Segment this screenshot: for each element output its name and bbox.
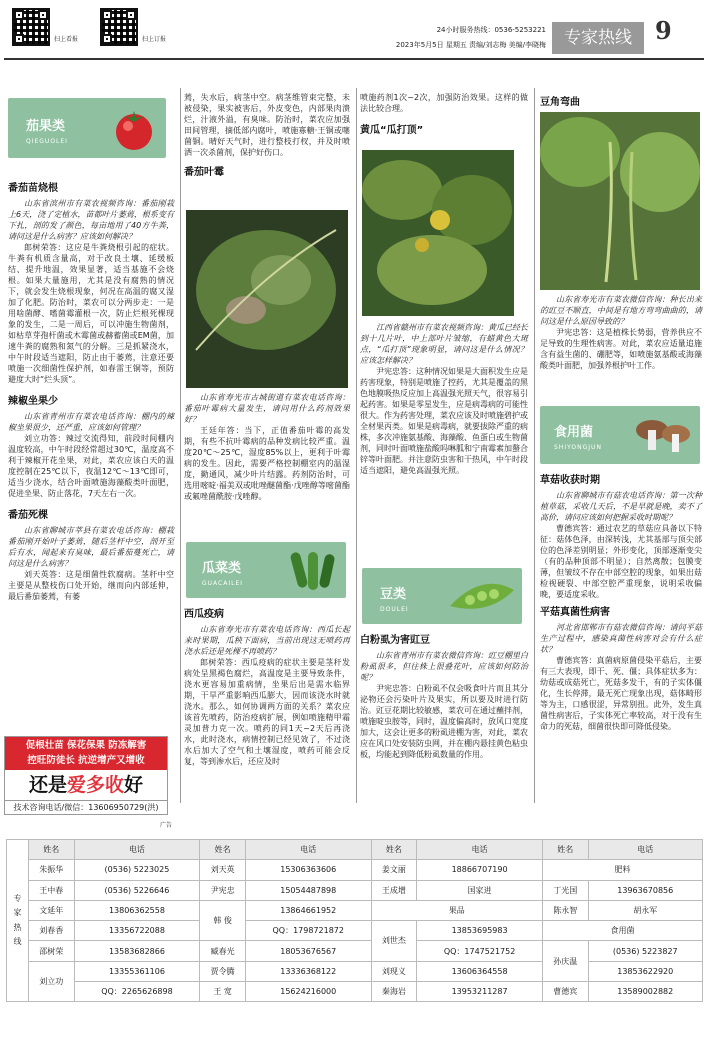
category-pinyin: QIEGUOLEI [26,138,68,145]
table-cell: 刘世杰 [371,921,417,962]
table-cell: 国家进 [417,880,543,900]
cucumber-photo [362,150,514,316]
table-cell: (0536) 5223827 [588,941,703,961]
side-char: 专 [13,893,22,903]
table-header: 姓名 [200,840,246,860]
section-title: 专家热线 [552,22,644,54]
table-cell: 13963670856 [588,880,703,900]
expert-hotline-table [6,839,703,1002]
table-header: 电话 [74,840,200,860]
article-title: 番茄死棵 [8,510,48,522]
table-cell: 15306363606 [245,860,371,880]
article-answer: 刘天英答：这是细菌性软腐病。茎秆中空主要是从整枝伤口处开始，继而向内部延伸，最后番茄萎蔫，有萎 [8,570,174,602]
article-answer: 尹宪忠答：白粉虱不仅会吸食叶片而且其分泌物还会污染叶片及果实，所以要及时进行防治。豇豆花期比较敏感，菜农可在通过蘸拌剂，喷施啶虫胺等，同时，温度偏高时，放风口宽度加大，这会让更多的粉虱进棚为害，对此，菜农应在风口处安装防虫网，并在棚内悬挂黄色粘虫板，均能起到降低粉虱数量的作用。 [360,683,528,760]
ad-line: 控旺防徒长 抗逆增产又增收 [5,755,167,770]
table-header-row [7,840,703,860]
article-title: 番茄叶霉 [184,167,224,179]
ad-slogan-c: 好 [124,773,144,796]
pea-pod-icon [448,576,516,616]
advertisement [4,736,168,815]
table-cell: 18866707190 [417,860,543,880]
header-rule [4,58,704,60]
category-title: 茄果类 [26,119,66,134]
table-cell: 臧春光 [200,941,246,961]
table-header: 电话 [588,840,703,860]
category-box-guacai [186,542,346,598]
table-cell: QQ：2265626898 [74,982,200,1002]
category-box-doulei [362,568,522,624]
article-question: 山东省滨州市有菜农视频咨询：番茄刚栽上6天，浇了定植水，苗都叶片萎蔫，根系变有下扎，剖的发了颜色，每亩地用了40方牛粪，请问这是什么病害？应该如何解决？ [8,198,174,241]
column-divider [180,88,181,803]
column-divider [534,88,535,803]
article-title: 黄瓜“瓜打顶” [360,125,424,137]
table-row [7,860,703,880]
table-category-cell: 食用菌 [542,921,702,941]
table-cell: 15624216000 [245,982,371,1002]
article-fanqie-yemei [184,392,350,502]
bean-photo [540,112,700,290]
article-title: 西瓜疫病 [184,609,224,620]
hotline: 24小时服务热线：0536-5253221 [436,26,546,34]
ad-slogan [5,770,167,800]
table-header: 姓名 [371,840,417,860]
table-cell: 贾令腾 [200,961,246,981]
category-pinyin: DOULEI [380,606,409,613]
article-question: 山东省聊城市莘县有菜农电话咨询：棚栽番茄刚开始叶子萎蔫，随后茎杆中空，剖开至后有水，闻起来有臭味，最后番茄蔓死亡，请问这是什么病害？ [8,526,174,569]
article-col2 [184,92,350,182]
article-continued: 喷施药剂1次~2次，加强防治效果。这样的做法比较合理。 [360,93,528,114]
qr-code-icon [12,8,50,46]
article-answer: 尹宪忠答：这种情况如果是大面积发生应是药害现象，特别是喷施了控药，尤其是覆盖的黑色地膜吸热反应加上高温强光照天气，很容易引起药害。如果是零星发生，应是病毒病的可能性很大。作为药害处理，菜农应该及时喷施碧护或全材果丙类。如果是病毒病，就要拔除严重的病株，多次冲施氨基酸、海藻酸、鱼蛋白或生物菌剂，同时叶面喷施盐酸吗啉胍和宁南霉素加螯合锌等叶面肥。并注意防虫害和干热风，中午时段适当遮阳，避免高温强光照。 [360,367,528,476]
table-cell: 13953211287 [417,982,543,1002]
table-row [7,982,703,1002]
leaf-mold-photo [186,210,348,388]
cucumber-plant-icon [362,150,514,316]
cucumber-icon [286,548,338,592]
ad-line: 促根壮苗 保花保果 防冻解害 [5,737,167,755]
table-side-label [7,840,29,1002]
ad-tag: 广告 [160,822,173,829]
table-cell: 姜文丽 [371,860,417,880]
article-question: 山东省寿光市有菜农电话咨询：西瓜长起来时果期，瓜秧下面病，当前出现这无喷药再浇水后还是死棵不再喷药？ [184,624,350,656]
table-cell: 13606364558 [417,961,543,981]
article-question: 河北省邯郸市有菇农微信咨询：请问平菇生产过程中，感染真菌性病害对会有什么症状？ [540,622,702,654]
article-question: 山东省青州市有菜农电话咨询：棚内的辣椒坐果很少，还严重，应该如何管理？ [8,412,174,433]
leaf-photo-icon [186,210,348,388]
table-cell: 陈永智 [542,900,588,920]
table-cell: 朱振华 [29,860,75,880]
table-cell: 王 宽 [200,982,246,1002]
bean-plant-icon [540,112,700,290]
table-header: 姓名 [542,840,588,860]
table-header: 电话 [245,840,371,860]
table-category-cell: 果品 [371,900,542,920]
article-answer: 尹宪忠答：这是植株长势弱，营养供应不足导致的生理性病害。对此，菜农应适量追施含有益生菌的、硼肥等，如喷施氨基酸或海藻酸类叶面肥，加强养根护叶工作。 [540,328,702,371]
table-cell: 刘天英 [200,860,246,880]
article-answer: 郎树荣答：西瓜疫病的症状主要是茎秆发病处呈黑褐色腐烂，高温度是主要导致条件，浇水更容易加重病情，坐果后出是需水临界期，干旱严重影响西瓜膨大，因而该浇水时就浇水。那么，如何协调两方面的关系？菜农应该首先喷药，防治疫病扩展，例如喷施精甲霜灵加普力克一次。喷药的同1天~2天后再浇水，此时浇水，病情控制已经见效了，不过浇水后加大了空气和土壤湿度，喷药可能会反复，等到渗水后，还应及时 [184,657,350,767]
category-pinyin: GUACAILEI [202,580,244,587]
table-cell: QQ：1747521752 [417,941,543,961]
tomato-icon [106,106,164,152]
category-title: 豆类 [380,587,407,602]
table-cell: 13589002882 [588,982,703,1002]
table-cell: 13806362558 [74,900,200,920]
table-cell: 15054487898 [245,880,371,900]
photo-caption: 山东省寿光市有菜农微信咨询：种长出来的豇豆不顺直，中间是有地方弯弯曲曲的，请问这是什么原因导致的？ [540,295,702,327]
article-answer: 刘立功答：辣过交流得知，前段时间棚内温度较高，中午时段经常超过30℃，温度高不利于辣椒开花坐果，对此，菜农应该白天的温度控制在25℃以下，夜温12℃～13℃即可，适当少浇水，结合叶面喷施海藻酸类叶面肥，促进坐果、防止落花，7天左右一次。 [8,434,174,499]
article-title: 番茄苗烧根 [8,183,58,194]
table-cell: 13356722088 [74,921,200,941]
table-cell: 曹德宾 [542,982,588,1002]
category-box-qiezi [8,98,166,158]
column-divider [356,88,357,803]
table-row [7,921,703,941]
table-cell: 秦海岩 [371,982,417,1002]
page-number: 9 [655,16,672,45]
article-title: 豆角弯曲 [540,97,580,108]
table-cell: (0536) 5223025 [74,860,200,880]
table-header: 姓名 [29,840,75,860]
table-cell: 13853695983 [417,921,543,941]
mushroom-icon [632,412,694,458]
side-char: 家 [13,908,22,918]
table-row [7,880,703,900]
article-huanggua [360,322,528,476]
table-row [7,961,703,981]
table-cell: (0536) 5226646 [74,880,200,900]
article-doujiao-title [540,92,702,112]
article-xigua-yibing [184,604,350,767]
article-continued: 蔫，失水后，病茎中空。病茎维管束完整，未被侵染，果实被害后，外皮变色，内部果肉溃烂，汁液外溢，有臭味。防治时，菜农应加强田间管理，摘低部内腐叶，喷施寡糖·王铜或噻菌铜。晴好天气时，进行整枝打杈，并及时喷洒一次杀菌剂，保护好伤口。 [184,93,350,158]
ad-slogan-a: 还是 [28,773,67,796]
table-cell: 韩 俊 [200,900,246,941]
table-cell: 王成增 [371,880,417,900]
article-answer: 曹德宾答：真菌病原菌侵染平菇后，主要有三大表现，即干、死、僵；具体症状多为：幼菇或成菇死亡，死菇多发干，有的子实体僵化，生长停滞，最无死亡现象出现，菇体畸形等为主，口感很涩，异常别扭。此外，发生真菌性病害后，子实体死亡率较高，对于没有生命力的死菇，细菌很快即可降低侵染。 [540,656,702,732]
article-doujiao [540,294,702,371]
qr-caption: 扫上订报 [142,36,167,43]
dateline: 2023年5月5日 星期五 责编/刘志梅 美编/李晓梅 [395,41,546,49]
table-category-cell: 肥料 [542,860,702,880]
photo-caption: 山东省寿光市古城街道有菜农电话咨询：番茄叶霉病大量发生，请问用什么药剂效果好？ [184,393,350,425]
category-title: 瓜菜类 [202,561,242,576]
article-col3 [360,92,528,140]
table-cell: 18053676567 [245,941,371,961]
article-fanqie-shaogen [8,178,174,602]
table-cell: 13853622920 [588,961,703,981]
ad-contact: 技术咨询电话/微信：13606950729(洪) [5,800,167,814]
table-cell: 13355361106 [74,961,200,981]
article-title: 白粉虱为害豇豆 [360,635,430,646]
table-cell: QQ：1798721872 [245,921,371,941]
article-title: 辣椒坐果少 [8,396,58,408]
category-pinyin: SHIYONGJUN [554,444,602,451]
article-title: 草菇收获时期 [540,475,600,486]
table-cell: 丁光国 [542,880,588,900]
table-cell: 孙庆温 [542,941,588,982]
qr-code-icon [100,8,138,46]
article-question: 山东省青州市有菜农微信咨询：豇豆棚里白粉虱很多，但往株上很叠花叶，应该如何防治呢？ [360,650,528,682]
table-header: 电话 [417,840,543,860]
table-cell: 刘立功 [29,961,75,1002]
side-char: 热 [13,922,22,932]
table-row [7,900,703,920]
side-char: 线 [13,937,22,947]
table-cell: 刘现义 [371,961,417,981]
table-cell: 邵树荣 [29,941,75,961]
category-box-shiyongjun [540,406,700,464]
article-answer: 郎树荣答：这应是牛粪烧根引起的症状。牛粪有机质含量高，对于改良土壤、延缓板结、提升地温，效果显著，适当基施不会烧根。如果大量施用，尤其是没有腐熟的情况下，就会发生烧根现象，何况在高温的腐又湿加了化肥。防治时，菜农可以分两步走：一是用啥菌酵、嗜菌霉灌根一次，防止烂根死棵现象的发生，二是一周后，可以冲施生物菌剂，如枯草芽孢杆菌或木霉菌或赫蓄菌或EM菌，加速牛粪的腐熟和氮气的分解。三是抓紧浇水，中午时段适当遮阳，防止由于萎蔫，注意还要喷施一次细菌性保护剂，如春雷王铜等，预防避度大时“烂头顶”。 [8,242,174,385]
table-cell: 文延年 [29,900,75,920]
photo-caption: 江西省赣州市有菜农视频咨询：黄瓜已经长到十几片叶，中上部叶片皱缩，有蜡黄色大斑点，“瓜打顶”现象明显，请问这是什么情况？应该怎样解决？ [360,323,528,366]
table-row [7,941,703,961]
category-title: 食用菌 [554,425,594,440]
table-cell: 13336368122 [245,961,371,981]
article-answer: 王廷年答：当下，正值番茄叶霉的高发期，有些不抗叶霉病的品种发病比较严重。温度20℃～25℃，湿度85%以上，更利于叶霉病的发生。因此，需要严格控制棚室内的温湿度，勤通风，减少叶片结露。药剂防治时，可选用嘧啶·福美双或吡唑醚菌酯·戊唑醇等嘧菌酯或氟唑菌酰胺·戊唑醇。 [184,426,350,502]
article-caogu [540,470,702,732]
table-cell: 尹宪忠 [200,880,246,900]
table-cell: 王中春 [29,880,75,900]
article-title: 平菇真菌性病害 [540,607,610,619]
ad-slogan-brand: 爱多收 [66,773,124,796]
table-cell: 胡永军 [588,900,703,920]
qr-caption: 扫上看报 [54,36,79,43]
table-cell: 刘春香 [29,921,75,941]
table-cell: 13583682866 [74,941,200,961]
table-cell: 13864661952 [245,900,371,920]
article-answer: 曹德宾答：通过农艺的草菇应具备以下特征：菇体色泽，由深转浅，尤其基部与顶尖部位的色泽差别明显；外形变化，顶部逐渐变尖（有的品种顶部不明显）；自然离散；包膜变薄，但皱纹不存在中部空腔的现象，如果出菇检视硬裂、中部空腔严重现象，说明采收偏晚，要适度采收。 [540,523,702,600]
article-baifenshi [360,630,528,760]
article-question: 山东省聊城市有菇农电话咨询：第一次种植草菇，采收几天后，不是早就是晚，卖不了高价，请问应该如何把握采收时期呢？ [540,490,702,522]
